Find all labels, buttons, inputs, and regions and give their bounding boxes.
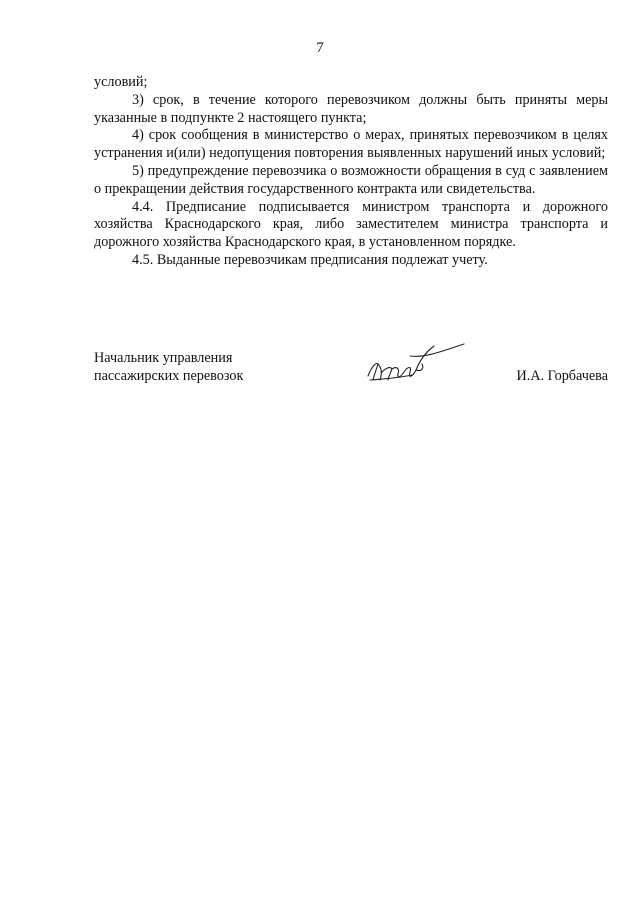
paragraph: 4.5. Выданные перевозчикам предписания подлежат учету. [132, 251, 488, 268]
page-number: 7 [316, 40, 324, 56]
signatory-name: И.А. Горбачева [516, 368, 608, 384]
paragraph: 5) предупреждение перевозчика о возможности обращения в суд с заявлением о прекращении действия государственного контракта или свидетельства. [94, 162, 608, 197]
signatory-position [94, 350, 243, 386]
paragraph: 4) срок сообщения в министерство о мерах, принятых перевозчиком в целях устранения и(или) недопущения повторения выявленных нарушений иных условий; [94, 127, 608, 162]
signature-block [94, 350, 608, 400]
signatory-position-line: пассажирских перевозок [94, 367, 244, 384]
handwritten-signature [364, 342, 474, 392]
paragraph: 4.4. Предписание подписывается министром транспорта и дорожного хозяйства Краснодарского края, либо заместителем министра транспорта и дорожного хозяйства Краснодарского края, в установленном порядке. [94, 198, 608, 251]
paragraph: 3) срок, в течение которого перевозчиком должны быть приняты меры указанные в подпункте 2 настоящего пункта; [94, 91, 608, 126]
paragraph: условий; [94, 74, 148, 90]
document-body [94, 74, 608, 270]
signatory-position-line: Начальник управления [94, 350, 233, 366]
